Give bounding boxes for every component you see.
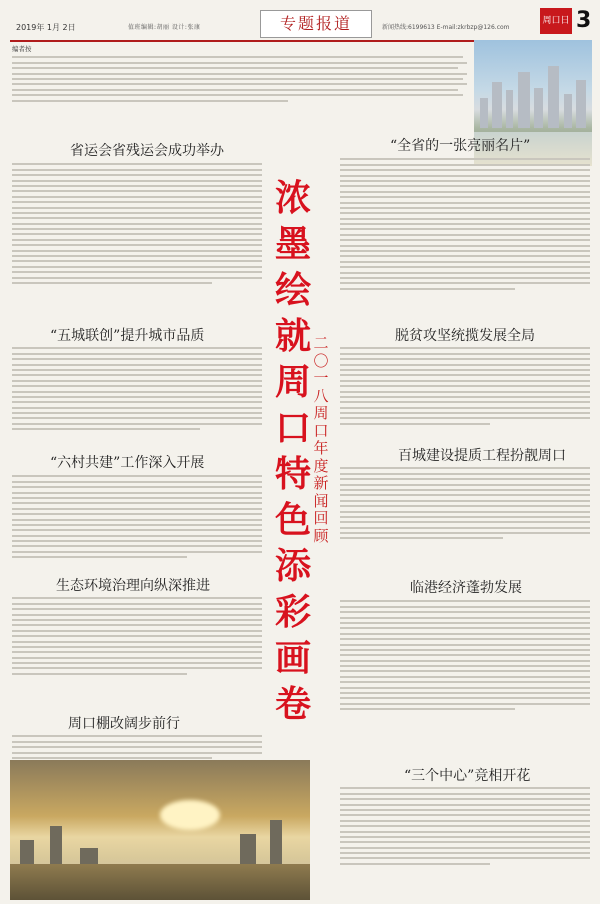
headline-bright-card: “全省的一张亮丽名片”: [390, 138, 531, 154]
article-body-bright-card: [340, 155, 590, 293]
headline-poverty: 脱贫攻坚统揽发展全局: [395, 328, 535, 344]
editor-credits: 值班编辑:胡丽 设计:张康: [128, 24, 201, 31]
main-title-vertical: [273, 175, 313, 727]
article-body-ecology: [12, 594, 262, 678]
main-title-char: 卷: [274, 683, 311, 725]
section-title: 专题报道: [260, 10, 372, 38]
sub-title-char: 顾: [313, 526, 329, 545]
contact-info: 新闻热线:6199613 E-mail:zkrbzp@126.com: [382, 24, 510, 31]
sub-title-char: 新: [313, 474, 329, 492]
headline-provincial-games: 省运会省残运会成功举办: [70, 143, 224, 159]
page-number: 3: [576, 8, 592, 33]
sub-title-char: 闻: [313, 491, 329, 510]
main-title-char: 周: [274, 361, 311, 403]
article-body-shantytown: [12, 732, 262, 762]
sub-title-char: 回: [313, 509, 329, 527]
article-body-five-cities: [12, 344, 262, 434]
main-title-char: 彩: [274, 591, 311, 633]
main-title-char: 画: [274, 637, 311, 679]
headline-ecology: 生态环境治理向纵深推进: [56, 578, 210, 594]
article-body-six-villages: [12, 472, 262, 562]
sub-title-char: 年: [313, 439, 329, 457]
article-body-three-centers: [340, 784, 590, 868]
sub-title-char: 二: [313, 334, 329, 352]
main-title-char: 墨: [274, 223, 311, 265]
headline-three-centers: “三个中心”竞相开花: [404, 768, 531, 784]
sub-title-char: 八: [313, 386, 329, 405]
headline-port-economy: 临港经济蓬勃发展: [410, 580, 522, 596]
article-body-port-economy: [340, 597, 590, 714]
issue-date: 2019年 1月 2日: [16, 23, 76, 32]
headline-hundred-cities: 百城建设提质工程扮靓周口: [398, 448, 566, 464]
editor-note-body: [12, 56, 472, 101]
editor-note-label: 编者按: [12, 45, 32, 53]
main-title-char: 浓: [274, 177, 311, 219]
main-title-char: 绘: [274, 269, 311, 311]
editor-note: [12, 44, 472, 122]
main-title-char: 色: [274, 499, 311, 541]
sub-title-char: 度: [313, 456, 329, 475]
article-body-provincial-games: [12, 160, 262, 287]
sub-title-char: 周: [313, 404, 329, 422]
main-title-char: 添: [274, 545, 311, 587]
sunrise-city-photo: [10, 760, 310, 900]
headline-six-villages: “六村共建”工作深入开展: [50, 455, 205, 471]
article-body-hundred-cities: [340, 464, 590, 543]
newspaper-logo: 周口日: [540, 8, 572, 34]
sub-title-vertical: [313, 335, 329, 545]
main-title-char: 特: [274, 453, 311, 495]
sub-title-char: 口: [313, 421, 329, 440]
main-title-char: 口: [274, 407, 311, 449]
headline-five-cities: “五城联创”提升城市品质: [50, 328, 205, 344]
sub-title-char: 〇: [313, 351, 329, 370]
page-header: [10, 6, 592, 42]
article-body-poverty: [340, 344, 590, 428]
headline-shantytown: 周口棚改阔步前行: [68, 716, 180, 732]
main-title-char: 就: [274, 315, 311, 357]
sub-title-char: 一: [313, 369, 329, 387]
